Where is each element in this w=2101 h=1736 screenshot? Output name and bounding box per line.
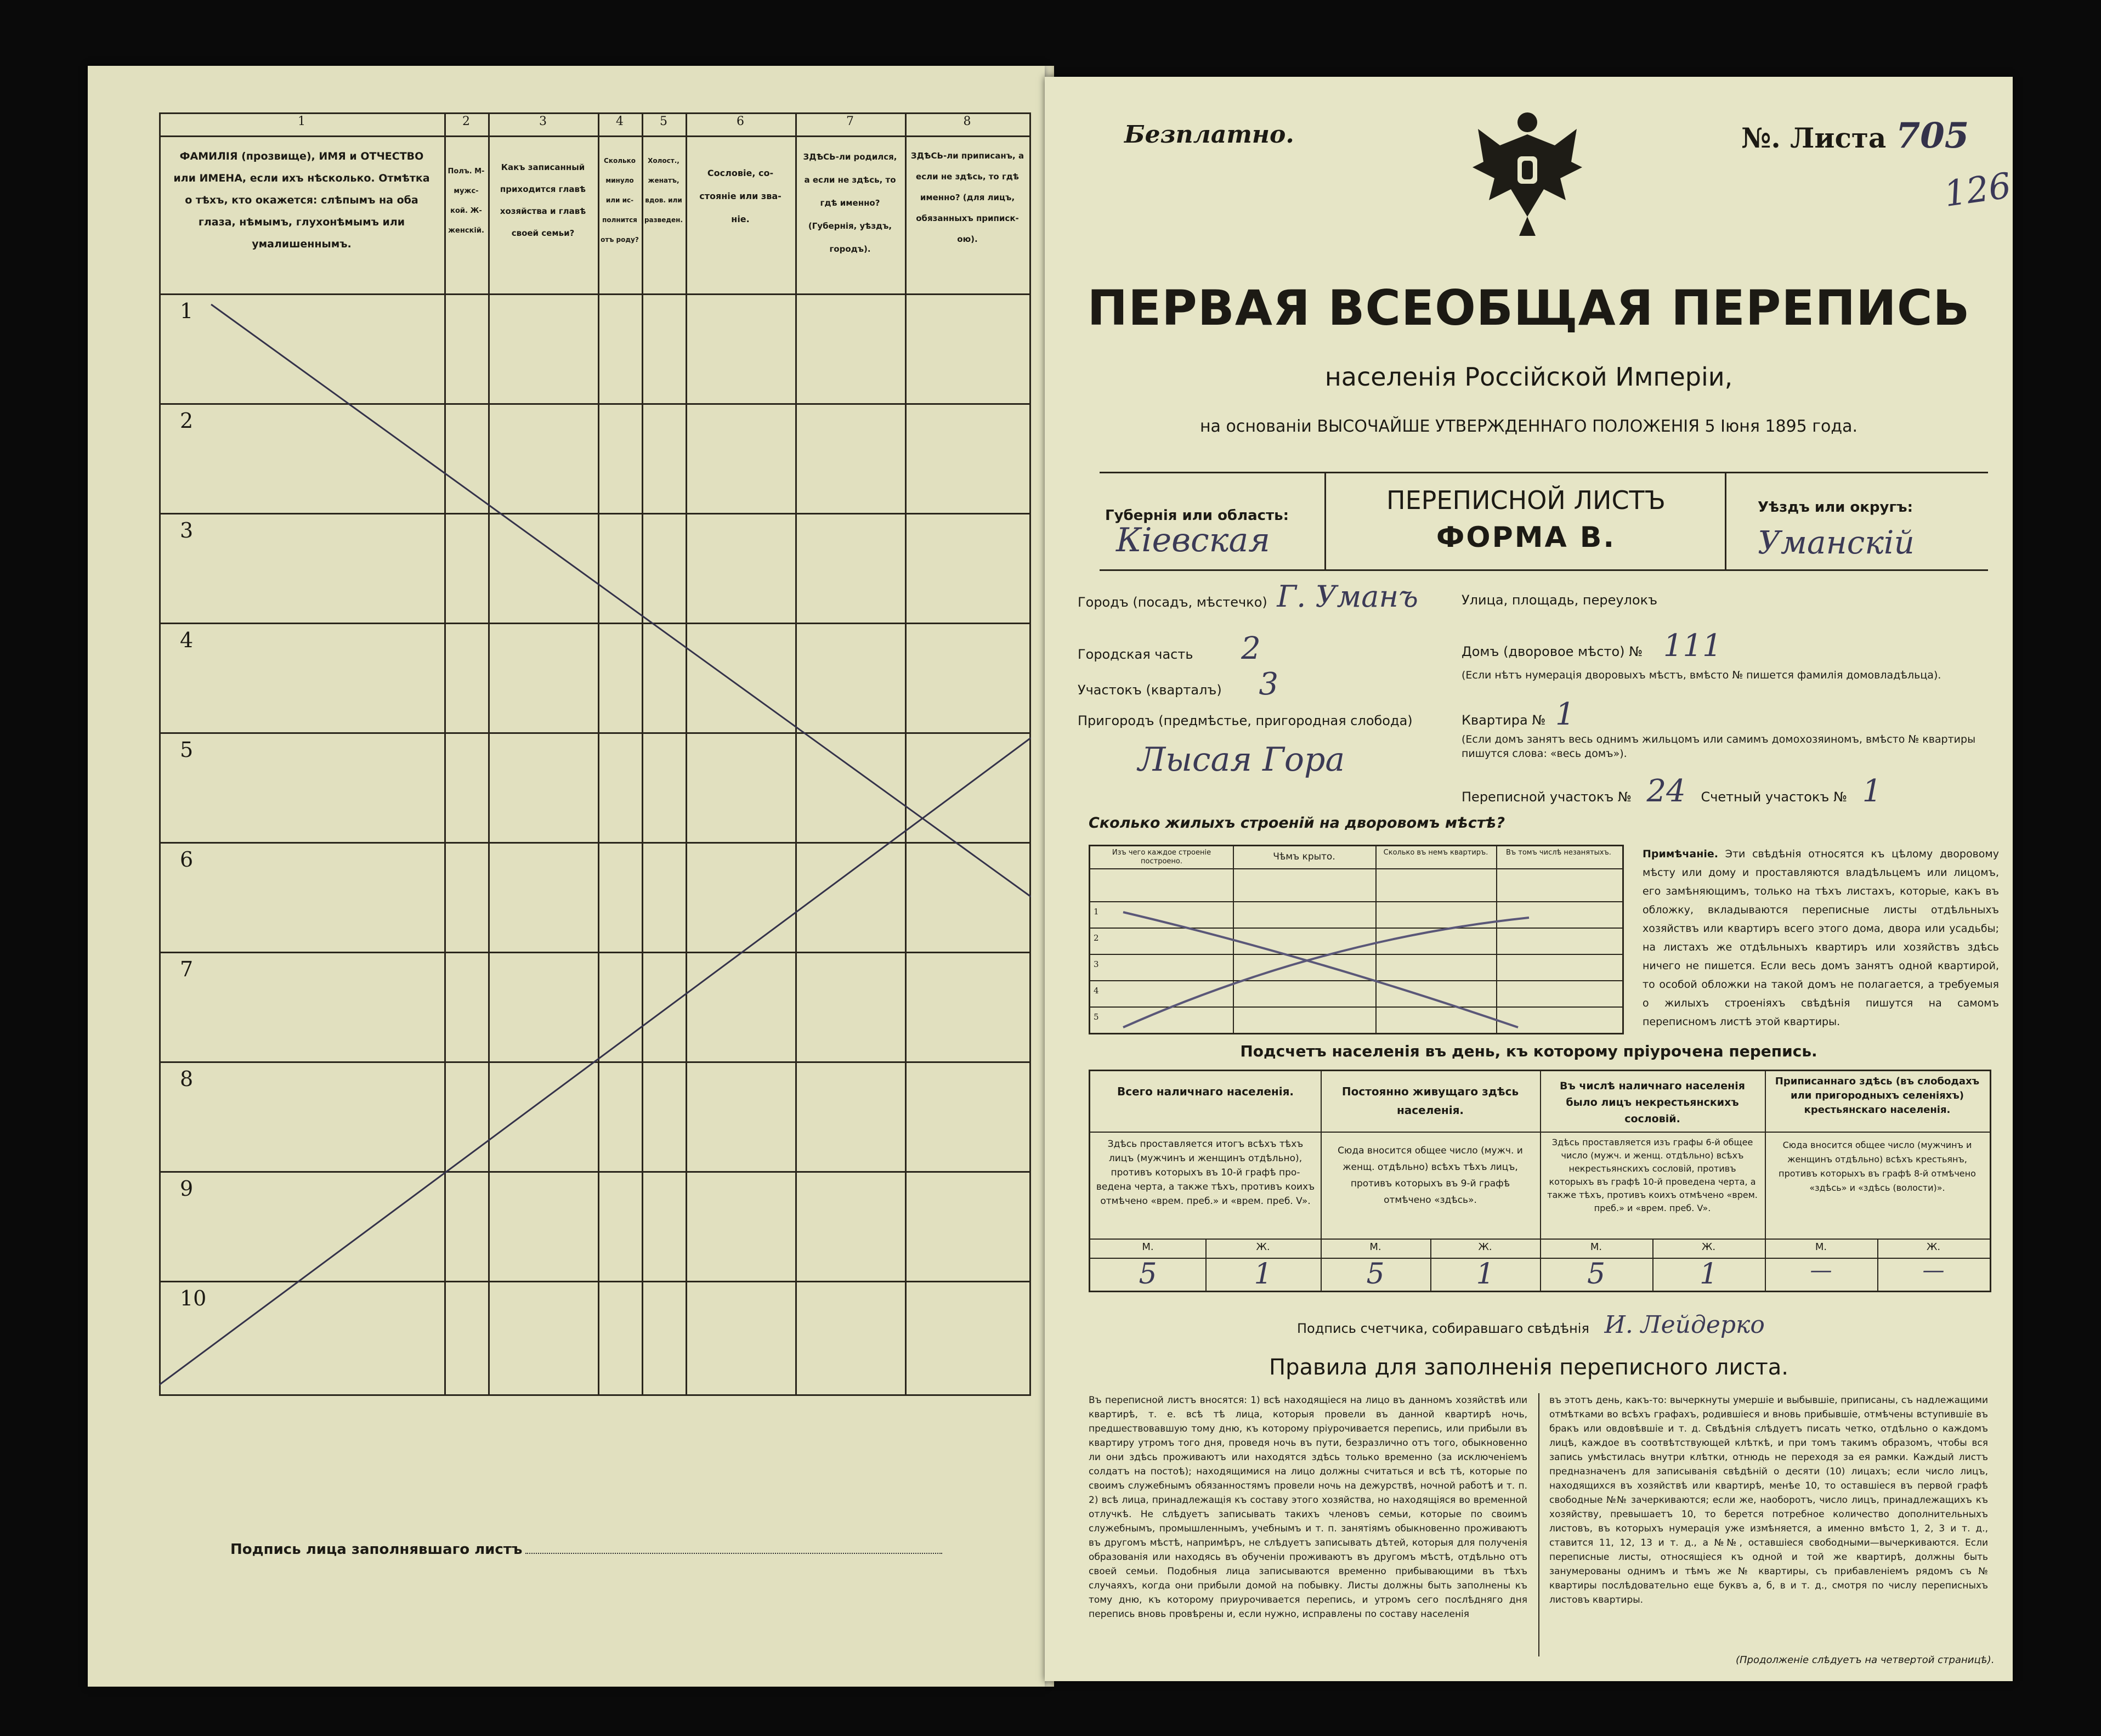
left-page [88,66,1045,1687]
rules-title: Правила для заполненія переписного листа. [1269,1355,1788,1380]
buildings-header: Въ томъ числѣ незанятыхъ. [1506,849,1611,857]
buildings-row-number: 2 [1094,933,1099,943]
column-number: 1 [298,115,305,128]
filler-signature-label: Подпись лица заполнявшаго листъ [230,1541,942,1558]
buildings-row-number: 3 [1094,959,1099,969]
form-type: ФОРМА В. [1436,521,1616,554]
female-count: 1 [1476,1258,1494,1291]
gubernia-label: Губернія или область: [1105,507,1289,524]
apartment-note: (Если домъ занятъ весь однимъ жильцомъ или самимъ домохозяиномъ, вмѣсто № квартиры пишутся слова: «весь домъ»). [1462,733,1976,760]
column-title: ФАМИЛІЯ (прозвище), ИМЯ и ОТЧЕСТВО или ИМЕНА, если ихъ нѣсколько. Отмѣтка о тѣхъ, кто окажется: слѣпымъ на оба глаза, нѣмымъ, глухонѣмымъ или умалишеннымъ. [173,150,430,250]
buildings-cross-out [1090,846,1622,1033]
city-part-field: Городская часть 2 [1078,631,1261,666]
row-number: 6 [180,847,194,872]
count-col-desc: Сюда вносится общее число (мужч. и женщ. отдѣльно) всѣхъ тѣхъ лицъ, противъ которыхъ въ 9-й графѣ отмѣчено «здѣсь». [1338,1145,1523,1206]
sheet-number-value: 705 [1895,115,1969,156]
sheet-number-label: №. Листа 705 [1741,115,1969,156]
row-number: 2 [180,409,194,433]
column-title: Какъ записанный приходится главѣ хозяйства и главѣ своей семьи? [500,162,586,238]
female-count: 1 [1254,1258,1272,1291]
block-field: Участокъ (кварталъ) 3 [1078,666,1279,702]
column-title: ЗДѢСЬ-ли приписанъ, а если не здѣсь, то гдѣ именно? (для лицъ, обязанныхъ припискою). [910,151,1024,244]
male-count: 5 [1587,1258,1606,1291]
count-col-desc: Сюда вносится общее число (мужчинъ и женщинъ отдѣльно) всѣхъ крестьянъ, противъ которыхъ въ графѣ 8-й отмѣчено «здѣсь» и «здѣсь (волости)». [1779,1140,1976,1193]
sheet-number-margin-note: 126 [1941,165,2014,216]
rules-continued-note: (Продолженіе слѣдуетъ на четвертой страницѣ). [1736,1654,1995,1666]
cross-out-strokes [159,112,1031,1396]
population-count-title: Подсчетъ населенія въ день, къ которому пріурочена перепись. [1240,1042,1817,1060]
counting-area-value: 1 [1862,773,1882,809]
house-note: (Если нѣтъ нумерація дворовыхъ мѣстъ, вмѣсто № пишется фамилія домовладѣльца). [1462,669,1941,681]
uezd-value: Уманскій [1758,524,1915,561]
house-field: Домъ (дворовое мѣсто) № 111 [1462,628,1722,664]
column-title: Сколько минуло или исполнится отъ роду? [601,157,639,244]
census-area-value: 24 [1646,773,1686,809]
imperial-eagle-emblem [1467,107,1588,239]
uezd-label: Уѣздъ или округъ: [1758,499,1913,516]
census-person-table [159,112,1031,1396]
street-label: Улица, площадь, переулокъ [1462,592,1658,608]
column-number: 6 [737,115,744,128]
female-count: 1 [1699,1258,1718,1291]
buildings-row-number: 5 [1094,1012,1099,1022]
row-number: 7 [180,957,194,981]
house-value: 111 [1663,628,1722,664]
male-count: 5 [1139,1258,1157,1291]
row-number: 3 [180,518,194,542]
counter-signature-value: И. Лейдерко [1604,1311,1765,1339]
count-col-desc: Здѣсь проставляется итогъ всѣхъ тѣхъ лицъ (мужчинъ и женщинъ отдѣльно), противъ которыхъ въ 10-й графѣ проведена черта, а также тѣхъ, противъ коихъ отмѣчено «врем. преб.» и «врем. преб. V». [1096,1139,1315,1207]
rules-text-left: Въ переписной листъ вносятся: 1) всѣ находящіеся на лицо въ данномъ хозяйствѣ или квартирѣ, т. е. всѣ тѣ лица, которыя провели въ данной квартирѣ ночь, предшествовавшую тому дню, къ которому пріурочивается перепись, или прибыли въ квартиру утромъ того дня, проведя ночь въ пути, безразлично отъ того, обыкновенно ли они здѣсь проживаютъ или находятся здѣсь только временно (за исключеніемъ солдатъ на постоѣ); находящимися на лицо должны считаться и всѣ тѣ, которые по своимъ служебнымъ обязанностямъ провели ночь на дежурствѣ, ночной работѣ и т. п. 2) всѣ лица, принадлежащія къ составу этого хозяйства, но находящіяся во временной отлучкѣ. Не слѣдуетъ записывать такихъ членовъ семьи, которые по своимъ служебнымъ, промышленнымъ, учебнымъ и т. п. занятіямъ обыкновенно проживаютъ въ другомъ мѣстѣ, напримѣръ, не слѣдуетъ записывать дѣтей, которыя для полученія образованія или находясь въ обученіи проживаютъ въ другомъ мѣстѣ, отдѣльно отъ своей семьи. Подобныя лица записываются временно прибывающими въ тѣхъ случаяхъ, когда они прибыли домой на побывку. Листы должны быть заполнены къ тому дню, къ которому приурочивается перепись, и утромъ сего послѣдняго дня перепись вновь провѣрены и, если нужно, исправлены по составу населенія [1089,1395,1527,1620]
male-count: — [1810,1258,1832,1283]
column-number: 7 [846,115,854,128]
count-col-head: Приписаннаго здѣсь (въ слободахъ или пригородныхъ селеніяхъ) крестьянскаго населенія. [1775,1076,1980,1116]
document-legal-basis: на основаніи ВЫСОЧАЙШЕ УТВЕРЖДЕННАГО ПОЛОЖЕНІЯ 5 Іюня 1895 года. [1199,417,1858,436]
female-count: — [1922,1258,1945,1283]
buildings-header: Чѣмъ крыто. [1273,851,1335,862]
city-field: Городъ (посадъ, мѣстечко) Г. Уманъ [1078,579,1419,614]
column-number: 8 [963,115,971,128]
block-value: 3 [1259,666,1279,702]
count-col-head: Въ числѣ наличнаго населенія было лицъ некрестьянскихъ сословій. [1559,1080,1745,1125]
suburb-label: Пригородъ (предмѣстье, пригородная слобода) [1078,713,1413,728]
row-number: 9 [180,1177,194,1201]
right-page [1045,77,2013,1681]
column-title: Холост., женатъ, вдов. или разведен. [644,157,683,224]
column-number: 2 [462,115,470,128]
female-label: Ж. [1701,1241,1716,1253]
census-area-field: Переписной участокъ № 24 Счетный участокъ № 1 [1462,773,1882,809]
apartment-field: Квартира № 1 [1462,697,1575,732]
free-label: Безплатно. [1124,121,1294,149]
city-part-value: 2 [1241,631,1261,666]
buildings-note: Примѣчаніе. Эти свѣдѣнія относятся къ цѣлому дворовому мѣсту или дому и проставляются владѣльцемъ или лицомъ, его замѣняющимъ, только на тѣхъ листахъ, которые, какъ въ обложку, вкладываются переписные листы отдѣльныхъ хозяйствъ или квартиръ всего этого дома, двора или усадьбы; на листахъ же отдѣльныхъ квартиръ или хозяйствъ здѣсь ничего не пишется. Если весь домъ занятъ одной квартирой, то особой обложки на такой домъ не полагается, а требуемыя о жилыхъ строеніяхъ свѣдѣнія пишутся на самомъ переписномъ листѣ этой квартиры. [1643,848,1999,1028]
document-subtitle: населенія Россійской Имперіи, [1324,362,1733,392]
male-label: М. [1590,1241,1602,1253]
column-number: 4 [616,115,624,128]
column-number: 3 [539,115,547,128]
population-count-table [1089,1070,1991,1292]
apartment-value: 1 [1555,697,1575,732]
male-label: М. [1369,1241,1381,1253]
count-col-head: Всего наличнаго населенія. [1117,1085,1294,1098]
row-number: 8 [180,1067,194,1091]
buildings-row-number: 1 [1094,907,1099,917]
buildings-table [1089,845,1624,1034]
row-number: 1 [180,299,194,323]
female-label: Ж. [1478,1241,1492,1253]
gubernia-value: Кіевская [1116,521,1270,559]
buildings-header: Изъ чего каждое строеніе построено. [1112,849,1211,866]
column-number: 5 [660,115,667,128]
rules-text-right: въ этотъ день, какъ-то: вычеркнуты умершіе и выбывшіе, приписаны, съ надлежащими отмѣтками во всѣхъ графахъ, родившіеся и вновь прибывшіе, отмѣчены вступившіе въ бракъ или овдовѣвшіе и т. д. Свѣдѣнія слѣдуетъ писать четко, отдѣльно о каждомъ лицѣ, каждое въ соотвѣтствующей клѣткѣ, и при томъ такимъ образомъ, чтобы вся запись умѣстилась внутри клѣтки, отнюдь не переходя за ея рамки. Каждый листъ предназначенъ для записыванія свѣдѣній о десяти (10) лицахъ; если число лицъ, находящихся въ хозяйствѣ или квартирѣ, менѣе 10, то оставшіеся въ первой графѣ свободные №№ зачеркиваются; если же, наоборотъ, число лицъ, принадлежащихъ къ хозяйству, превышаетъ 10, то берется потребное количество дополнительныхъ листовъ, въ которыхъ нумерація уже измѣняется, а именно вмѣсто 1, 2, 3 и т. д., ставится 11, 12, 13 и т. д., а №№, оставшіеся свободными—вычеркиваются. Если переписные листы, относящіеся къ одной и той же квартирѣ, должны быть занумерованы однимъ и тѣмъ же № квартиры, съ прибавленіемъ рядомъ съ № квартиры послѣдовательно еще буквъ а, б, в и т. д., смотря по числу переписныхъ листовъ квартиры. [1549,1395,1988,1605]
male-label: М. [1815,1241,1827,1253]
female-label: Ж. [1256,1241,1270,1253]
female-label: Ж. [1926,1241,1941,1253]
suburb-value: Лысая Гора [1138,740,1345,779]
column-title: Полъ. М-мужской. Ж-женскій. [448,167,485,235]
row-number: 5 [180,738,194,762]
row-number: 10 [180,1286,207,1310]
male-count: 5 [1366,1258,1385,1291]
document-title: ПЕРВАЯ ВСЕОБЩАЯ ПЕРЕПИСЬ [1087,280,1970,336]
buildings-header: Сколько въ немъ квартиръ. [1383,849,1488,857]
buildings-row-number: 4 [1094,986,1099,996]
count-col-head: Постоянно живущаго здѣсь населенія. [1341,1085,1519,1117]
count-col-desc: Здѣсь проставляется изъ графы 6-й общее число (мужч. и женщ. отдѣльно) всѣхъ некрестьянскихъ сословій, противъ которыхъ въ графѣ 10-й проведена черта, а также тѣхъ, противъ коихъ отмѣчено «врем. преб.» и «врем. преб. V». [1547,1137,1758,1213]
male-label: М. [1142,1241,1154,1253]
buildings-question: Сколько жилыхъ строеній на дворовомъ мѣстѣ? [1089,815,1505,832]
column-title: Сословіе, состояніе или званіе. [699,168,781,224]
counter-signature-field: Подпись счетчика, собиравшаго свѣдѣнія И. Лейдерко [1297,1311,1765,1339]
column-title: ЗДѢСЬ-ли родился, а если не здѣсь, то гдѣ именно? (Губернія, уѣздъ, городъ). [803,152,897,254]
city-value: Г. Уманъ [1277,579,1419,614]
sheet-type: ПЕРЕПИСНОЙ ЛИСТЪ [1386,485,1666,515]
row-number: 4 [180,628,194,652]
